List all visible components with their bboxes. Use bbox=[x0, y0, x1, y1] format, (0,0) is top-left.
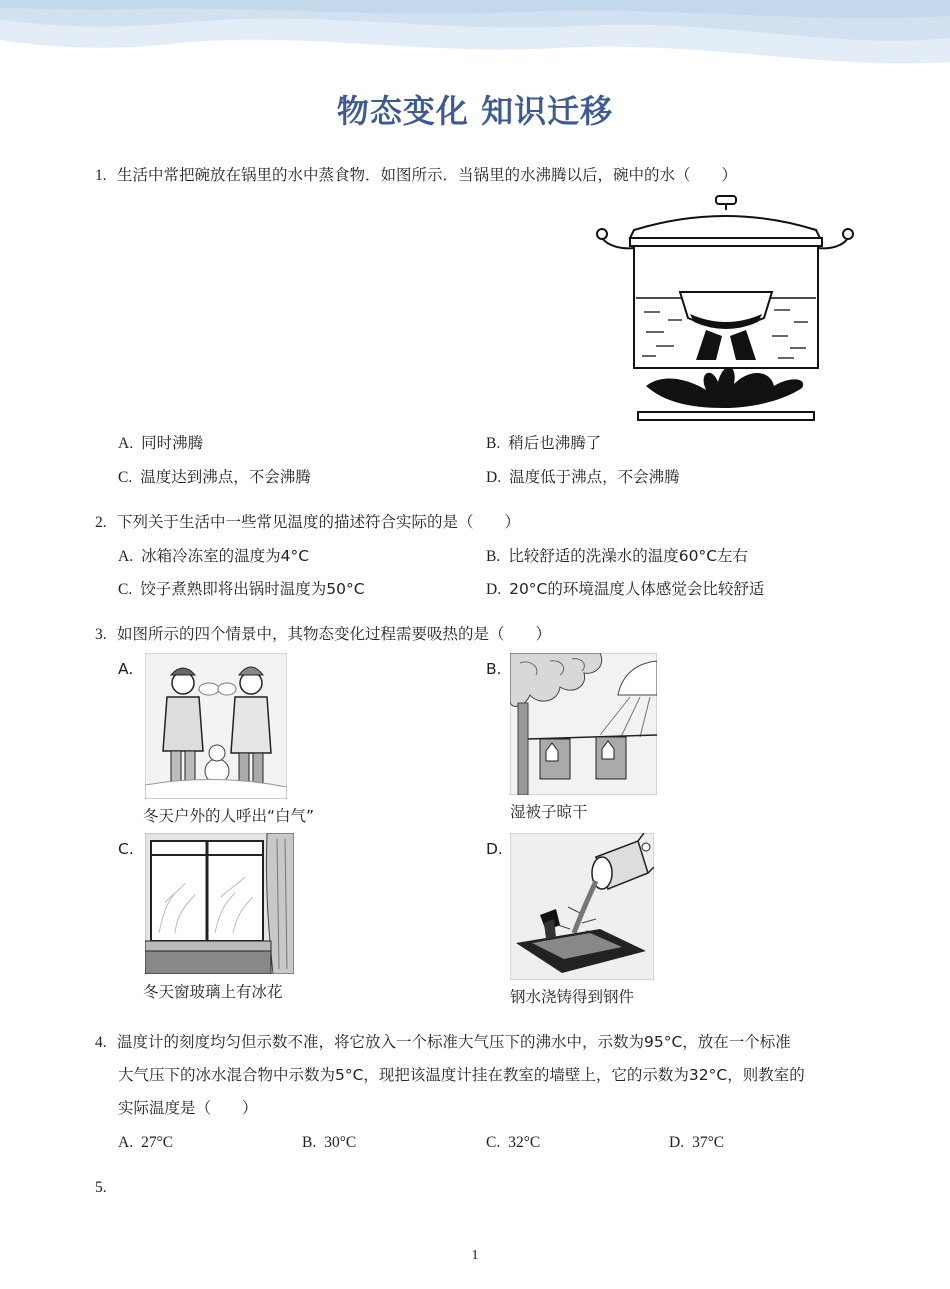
question-4 bbox=[95, 1025, 791, 1060]
question-1 bbox=[95, 158, 737, 193]
question-text: 下列关于生活中一些常见温度的描述符合实际的是（ ） bbox=[117, 513, 521, 531]
question-3 bbox=[95, 617, 551, 652]
q3-option-a-caption: 冬天户外的人呼出“白气” bbox=[143, 807, 315, 825]
q1-option-b[interactable]: B. 稍后也沸腾了 bbox=[486, 434, 602, 452]
q1-option-d[interactable]: D. 温度低于沸点，不会沸腾 bbox=[486, 468, 680, 486]
page-number: 1 bbox=[471, 1248, 479, 1263]
q4-option-d[interactable]: D. 37°C bbox=[669, 1134, 725, 1151]
header-wave-banner bbox=[0, 0, 950, 75]
question-number: 3. bbox=[95, 626, 107, 643]
q4-option-b[interactable]: B. 30°C bbox=[302, 1134, 357, 1151]
q2-option-c[interactable]: C. 饺子煮熟即将出锅时温度为50°C bbox=[118, 580, 365, 598]
molten-steel-casting-illustration[interactable] bbox=[510, 833, 654, 980]
question-number: 4. bbox=[95, 1034, 107, 1051]
question-2 bbox=[95, 505, 520, 540]
question-4-line-3: 实际温度是（ ） bbox=[118, 1099, 258, 1117]
q3-option-b-caption: 湿被子晾干 bbox=[510, 803, 588, 821]
question-number: 1. bbox=[95, 167, 107, 184]
q2-option-d[interactable]: D. 20°C的环境温度人体感觉会比较舒适 bbox=[486, 580, 765, 598]
question-5 bbox=[95, 1170, 117, 1205]
steaming-pot-illustration bbox=[594, 190, 856, 430]
question-text-line-1: 温度计的刻度均匀但示数不准，将它放入一个标准大气压下的沸水中，示数为95°C，放在一个标准 bbox=[117, 1033, 791, 1051]
question-text: 如图所示的四个情景中，其物态变化过程需要吸热的是（ ） bbox=[117, 625, 552, 643]
q3-option-c-label[interactable]: C. bbox=[118, 840, 134, 858]
q3-option-c-caption: 冬天窗玻璃上有冰花 bbox=[143, 983, 283, 1001]
q1-option-c[interactable]: C. 温度达到沸点，不会沸腾 bbox=[118, 468, 311, 486]
q1-option-a[interactable]: A. 同时沸腾 bbox=[118, 434, 204, 452]
drying-quilt-illustration[interactable] bbox=[510, 653, 657, 795]
q3-option-d-label[interactable]: D. bbox=[486, 840, 503, 858]
frosted-window-illustration[interactable] bbox=[145, 833, 294, 974]
q3-option-b-label[interactable]: B. bbox=[486, 660, 502, 678]
q3-option-d-caption: 钢水浇铸得到钢件 bbox=[510, 988, 635, 1006]
q3-option-a-label[interactable]: A. bbox=[118, 660, 134, 678]
question-4-line-2: 大气压下的冰水混合物中示数为5°C，现把该温度计挂在教室的墙壁上，它的示数为32°C，则教室的 bbox=[118, 1066, 805, 1084]
question-number: 5. bbox=[95, 1179, 107, 1196]
q4-option-c[interactable]: C. 32°C bbox=[486, 1134, 541, 1151]
q2-option-a[interactable]: A. 冰箱冷冻室的温度为4°C bbox=[118, 547, 310, 565]
q2-option-b[interactable]: B. 比较舒适的洗澡水的温度60°C左右 bbox=[486, 547, 749, 565]
question-text: 生活中常把碗放在锅里的水中蒸食物．如图所示．当锅里的水沸腾以后，碗中的水（ ） bbox=[117, 166, 738, 184]
winter-breath-illustration[interactable] bbox=[145, 653, 287, 799]
question-number: 2. bbox=[95, 514, 107, 531]
page-title: 物态变化 知识迁移 bbox=[336, 92, 614, 130]
q4-option-a[interactable]: A. 27°C bbox=[118, 1134, 174, 1151]
